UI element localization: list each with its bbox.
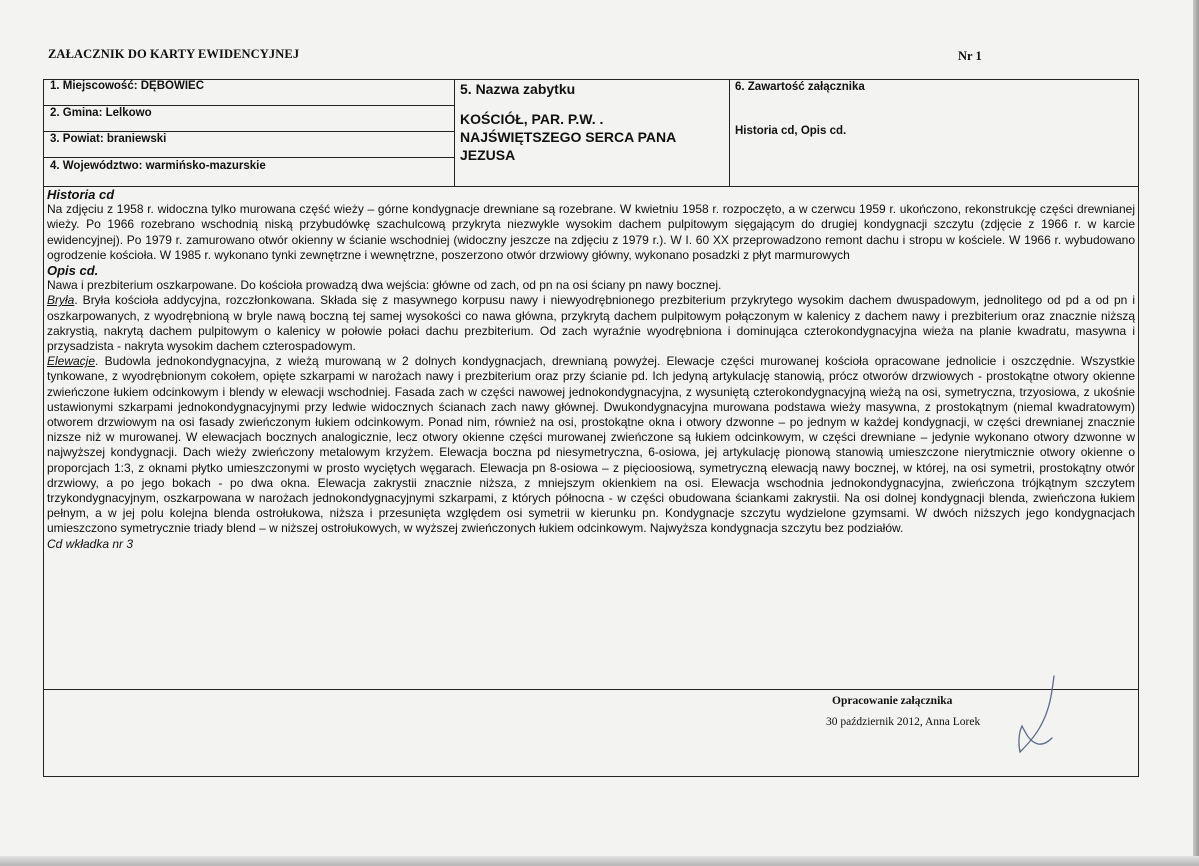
divider-h3: [43, 157, 454, 158]
bryla-paragraph: [47, 293, 1135, 354]
divider-v1: [454, 79, 455, 187]
divider-h2: [43, 131, 454, 132]
zawartosc-value: Historia cd, Opis cd.: [735, 125, 847, 137]
page-edge-shadow: [1193, 0, 1199, 866]
historia-text: Na zdjęciu z 1958 r. widoczna tylko murowana część wieży – górne kondygnacje drewniane są rozebrane. W kwietniu 1958 r. rozpoczęto, a w czerwcu 1959 r. ukończono, rekonstrukcję części drewnianej wieży. Po 1966 rozebrano wschodnią niską przybudówkę szachulcową przykryta niezwykle wysokim dachem pulpitowym sięgającym do drugiej kondygnacji szczytu (zdjęcie z 1966 r. w karcie ewidencyjnej). Po 1979 r. zamurowano otwór okienny w ścianie wschodniej (widoczny jeszcze na zdjęciu z 1979 r.). W I. 60 XX przeprowadzono remont dachu i stropu w kościele. W 1966 r. wybudowano ogrodzenie kościoła. W 1985 r. wykonano tynki zewnętrzne i wewnętrzne, poszerzono otwór drzwiowy główny, wykonano posadzki z płyt marmurowych: [47, 202, 1135, 262]
document-title: ZAŁACZNIK DO KARTY EWIDENCYJNEJ: [48, 47, 300, 61]
opracowanie-label: Opracowanie załącznika: [832, 695, 953, 707]
nazwa-zabytku-value: KOŚCIÓŁ, PAR. P.W. . NAJŚWIĘTSZEGO SERCA PANA JEZUSA: [460, 111, 676, 163]
attachment-number: Nr 1: [958, 49, 982, 63]
signature-mark: [1010, 672, 1060, 762]
divider-content-bottom: [43, 689, 1139, 690]
field-powiat: 3. Powiat: braniewski: [50, 133, 167, 145]
zawartosc-heading: 6. Zawartość załącznika: [735, 81, 865, 93]
opis-heading: Opis cd.: [47, 263, 99, 279]
elewacje-paragraph: [47, 354, 1135, 536]
footer-note: Cd wkładka nr 3: [47, 536, 134, 551]
divider-v2: [729, 79, 730, 187]
historia-heading: Historia cd: [47, 187, 115, 202]
content-body: [47, 187, 1135, 552]
opracowanie-value: 30 październik 2012, Anna Lorek: [826, 716, 981, 728]
page-bottom-shadow: [0, 856, 1199, 866]
nazwa-zabytku-heading: 5. Nazwa zabytku: [460, 81, 576, 97]
elewacje-label: Elewacje: [47, 354, 96, 369]
field-miejscowosc: 1. Miejscowość: DĘBOWIEC: [50, 80, 205, 92]
bryla-label: Bryła: [47, 293, 75, 308]
bryla-text: . Bryła kościoła addycyjna, rozczłonkowana. Składa się z masywnego korpusu nawy i niewyodrębnionego prezbiterium przykrytego wysokim dachem dwuspadowym, jednolitego od pd a od pn i oszkarpowanych, z wyodrębnioną w bryle nawą boczną tej samej wysokości co nawa główna, przykrytą dachem pulpitowym połączonym w kalenicy z dachem nawy i prezbiterium oraz znacznie niższą zakrystią, nakrytą dachem pulpitowym o kalenicy w połowie połaci dachu prezbiterium. Od zach wyraźnie wyodrębniona i dominująca czterokondygnacyjna wieża na planie kwadratu, masywna i przysadzista - nakryta wysokim dachem czterospadowym.: [47, 293, 1135, 354]
field-wojewodztwo: 4. Województwo: warmińsko-mazurskie: [50, 160, 266, 172]
divider-h1: [43, 105, 454, 106]
opis-text: Nawa i prezbiterium oszkarpowane. Do kościoła prowadzą dwa wejścia: główne od zach, od pn na osi ściany pn nawy bocznej.: [47, 278, 722, 293]
field-gmina: 2. Gmina: Lelkowo: [50, 107, 152, 119]
elewacje-text: . Budowla jednokondygnacyjna, z wieżą murowaną w 2 dolnych kondygnacjach, drewnianą powyżej. Elewacje części murowanej kościoła opracowane jednolicie i oszczędnie. Wszystkie tynkowane, z wyodrębnionym cokołem, opięte szkarpami w narożach nawy i prezbiterium oraz przy ścianie pd. Ich jedyną artykulację stanowią, prócz otworów drzwiowych - prostokątne otwory okienne zwieńczone łukiem odcinkowym i blendy w elewacji wschodniej. Fasada zach w części nawowej jednokondygnacyjna, z wysuniętą czterokondygnacyjną wieżą na osi, symetryczna, trzyosiowa, z ukośnie ustawionymi szkarpami jednokondygnacyjnymi przy ledwie widocznych ścianach zach nawy głównej. Dwukondygnacyjna murowana podstawa wieży masywna, z prostokątnym (niemal kwadratowym) otworem drzwiowym na osi fasady zwieńczonym łukiem odcinkowym. Ponad nim, również na osi, prostokątne okna i otwory dzwonne – po jednym w każdej kondygnacji, w części drewnianej znacznie nizsze niż w murowanej. W elewacjach bocznych analogicznie, lecz otwory okienne części murowanej zwieńczone są łukiem odcinkowym, w części drewniane – jedynie wykonano otwory dzwonne w najwyższej kondygnacji. Dach wieży zwieńczony metalowym krzyżem. Elewacja boczna pd niesymetryczna, 6-osiowa, jej artykulację pionową stanowią umieszczone nierytmicznie otwory okienne o proporcjach 1:3, z oknami płytko umieszczonymi w prosto wyciętych węgarach. Elewacja pn 8-osiowa – z pięcioosiową, symetryczną elewacją nawy bocznej, w której, na osi symetrii, prostokątny otwór drzwiowy, a po jego bokach - po dwa okna. Elewacja zakrystii znacznie niższa, z mniejszym okienkiem na osi. Elewacja wschodnia jednokondygnacyjna, zwieńczona trójkątnym szczytem trzykondygnacyjnym, oszkarpowana w narożach jednokondygnacyjnymi szkarpami, z których północna - w części obudowana ściankami zakrystii. Na osi dolnej kondygnacji blenda, zwieńczona łukiem pełnym, a w jej polu kolejna blenda ostrołukowa, niższa i przesunięta względem osi symetrii w kierunku pn. Kondygnacje szczytu wydzielone gzymsami. W dwóch niższych jego kondygnacjach umieszczono symetrycznie triady blend – w niższej ostrołukowych, w wyższej zwieńczonych łukiem odcinkowym. Najwyższa kondygnacja szczytu bez podziałów.: [47, 354, 1135, 536]
